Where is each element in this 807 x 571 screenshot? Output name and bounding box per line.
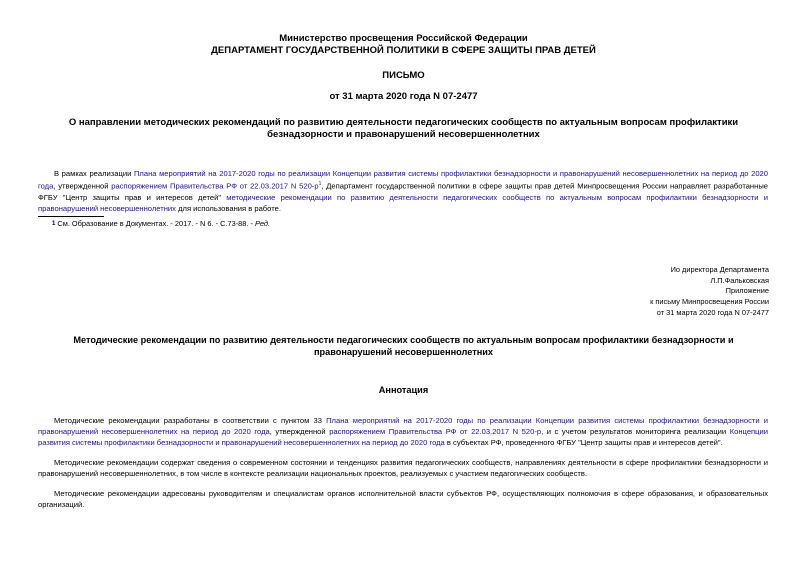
appendix-date: от 31 марта 2020 года N 07-2477: [656, 307, 769, 317]
order-link[interactable]: распоряжением Правительства РФ от 22.03.2017 N 520-р: [111, 181, 319, 191]
document-type: ПИСЬМО: [382, 70, 425, 81]
text: в субъектах РФ, проведенного ФГБУ "Центр защиты прав и интересов детей".: [444, 438, 723, 447]
order-link[interactable]: распоряжением Правительства РФ от 22.03.2017 N 520-р: [329, 427, 542, 436]
text: для использования в работе.: [175, 203, 281, 213]
footnote-ref[interactable]: 1: [318, 181, 322, 187]
plan-link[interactable]: Плана мероприятий на 2017-2020 годы по реализации Концепции развития системы профилактики безнадзорности и правонарушений несовершеннолетних на период до 2020 года: [38, 169, 769, 191]
text: В рамках реализации: [54, 169, 134, 178]
footnote: [52, 219, 270, 228]
text: , и с учетом результатов мониторинга реализации: [541, 427, 730, 436]
signer-position: Ио директора Департамента: [670, 265, 769, 274]
plan-link[interactable]: Плана мероприятий на 2017-2020 годы по реализации Концепции развития системы профилактики безнадзорности и правонарушений несовершеннолетних на период до 2020 года: [38, 416, 768, 436]
document-date-number: от 31 марта 2020 года N 07-2477: [329, 91, 478, 102]
signature-block: [650, 265, 769, 319]
concept-link[interactable]: Концепции развития системы профилактики безнадзорности и правонарушений несовершеннолетних на период до 2020 года: [38, 427, 768, 447]
document-subject: О направлении методических рекомендаций по развитию деятельности педагогических сообществ по актуальным вопросам профилактики безнадзорности и правонарушений несовершеннолетних: [68, 117, 739, 140]
department-name: ДЕПАРТАМЕНТ ГОСУДАРСТВЕННОЙ ПОЛИТИКИ В СФЕРЕ ЗАЩИТЫ ПРАВ ДЕТЕЙ: [211, 45, 596, 56]
letter-paragraph: [38, 168, 768, 214]
annotation-paragraph-3: Методические рекомендации адресованы руководителям и специалистам органов исполнительной власти субъектов РФ, осуществляющих полномочия в сфере образования, и образовательных организаций.: [38, 489, 768, 509]
ministry-name: Министерство просвещения Российской Федерации: [279, 33, 528, 44]
annotation-paragraph-2: Методические рекомендации содержат сведения о современном состоянии и тенденциях развития педагогических сообществ, направлениях деятельности в сфере профилактики безнадзорности и правонарушений несовершеннолетних, в том числе в контексте реализации национальных проектов, реализуемых с участием педагогических сообществ.: [38, 458, 768, 478]
annotation-heading: Аннотация: [378, 385, 429, 395]
text: , утвержденной: [269, 427, 330, 436]
footnote-divider: [38, 216, 104, 217]
text: Методические рекомендации разработаны в соответствии с пунктом 33: [54, 416, 327, 425]
recommendations-link[interactable]: методические рекомендации по развитию деятельности педагогических сообществ по актуальным вопросам профилактики безнадзорности и правонарушений несовершеннолетних: [38, 192, 768, 213]
appendix-label: Приложение: [725, 286, 769, 296]
recommendations-title: Методические рекомендации по развитию деятельности педагогических сообществ по актуальным вопросам профилактики безнадзорности и правонарушений несовершеннолетних: [73, 335, 734, 357]
appendix-ref: к письму Минпросвещения России: [650, 297, 769, 307]
text: , утвержденной: [53, 181, 112, 191]
footnote-text: См. Образование в Документах. - 2017. - N 6. - С.73-88. -: [57, 219, 256, 228]
annotation-paragraph-1: [38, 415, 768, 448]
footnote-mark: 1: [52, 221, 56, 227]
footnote-editor-note: Ред.: [255, 219, 271, 228]
text: , Департамент государственной политики в сфере защиты прав детей Минпросвещения России направляет разработанные ФГБУ "Центр защиты прав и интересов детей": [38, 181, 769, 202]
signer-name: Л.П.Фальковская: [710, 275, 769, 285]
